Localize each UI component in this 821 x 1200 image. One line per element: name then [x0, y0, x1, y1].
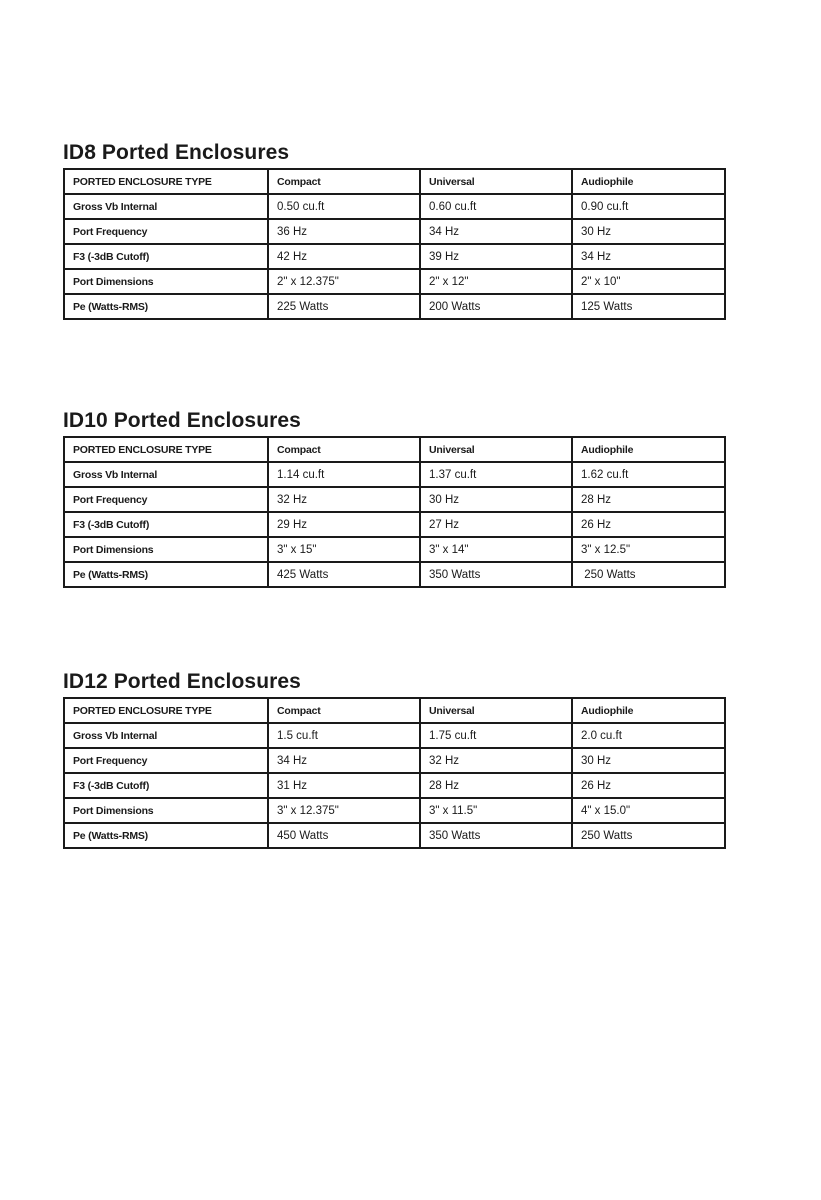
row-label: Port Dimensions: [64, 537, 268, 562]
row-label: Port Frequency: [64, 748, 268, 773]
table-row: [64, 823, 725, 848]
row-label: F3 (-3dB Cutoff): [64, 773, 268, 798]
table-cell: 450 Watts: [268, 823, 420, 848]
row-label: Port Dimensions: [64, 269, 268, 294]
id12-spec-table: [63, 697, 726, 849]
table-cell: 2" x 12.375": [268, 269, 420, 294]
table-row: [64, 487, 725, 512]
id10-section: [63, 409, 724, 588]
table-header-row: [64, 437, 725, 462]
row-label: Pe (Watts-RMS): [64, 294, 268, 319]
table-cell: 350 Watts: [420, 562, 572, 587]
table-cell: 39 Hz: [420, 244, 572, 269]
table-row: [64, 294, 725, 319]
table-cell: 3" x 12.5": [572, 537, 725, 562]
table-cell: 32 Hz: [420, 748, 572, 773]
header-cell: Compact: [268, 698, 420, 723]
table-cell: 125 Watts: [572, 294, 725, 319]
header-cell: Universal: [420, 437, 572, 462]
table-cell: 425 Watts: [268, 562, 420, 587]
table-cell: 32 Hz: [268, 487, 420, 512]
table-cell: 3" x 12.375": [268, 798, 420, 823]
table-cell: 3" x 14": [420, 537, 572, 562]
header-cell: PORTED ENCLOSURE TYPE: [64, 437, 268, 462]
table-row: [64, 773, 725, 798]
header-cell: Audiophile: [572, 169, 725, 194]
table-cell: 31 Hz: [268, 773, 420, 798]
table-cell: 34 Hz: [268, 748, 420, 773]
table-header-row: [64, 169, 725, 194]
section-title: ID8 Ported Enclosures: [63, 141, 290, 164]
header-cell: Audiophile: [572, 437, 725, 462]
table-cell: 28 Hz: [420, 773, 572, 798]
header-cell: Compact: [268, 437, 420, 462]
section-title: ID10 Ported Enclosures: [63, 409, 301, 432]
table-cell: 1.75 cu.ft: [420, 723, 572, 748]
table-cell: 200 Watts: [420, 294, 572, 319]
header-cell: Audiophile: [572, 698, 725, 723]
table-cell: 28 Hz: [572, 487, 725, 512]
header-cell: Compact: [268, 169, 420, 194]
row-label: Port Dimensions: [64, 798, 268, 823]
table-cell: 1.37 cu.ft: [420, 462, 572, 487]
table-cell: 1.14 cu.ft: [268, 462, 420, 487]
table-cell: 34 Hz: [420, 219, 572, 244]
table-cell: 2" x 10": [572, 269, 725, 294]
table-cell: 225 Watts: [268, 294, 420, 319]
table-row: [64, 219, 725, 244]
id10-spec-table: [63, 436, 726, 588]
table-row: [64, 194, 725, 219]
section-title: ID12 Ported Enclosures: [63, 670, 301, 693]
table-cell: 0.60 cu.ft: [420, 194, 572, 219]
table-cell: 30 Hz: [572, 219, 725, 244]
table-header-row: [64, 698, 725, 723]
header-cell: Universal: [420, 169, 572, 194]
table-cell: 350 Watts: [420, 823, 572, 848]
header-cell: PORTED ENCLOSURE TYPE: [64, 169, 268, 194]
table-row: [64, 537, 725, 562]
table-cell: 3" x 15": [268, 537, 420, 562]
table-cell: 4" x 15.0": [572, 798, 725, 823]
row-label: F3 (-3dB Cutoff): [64, 512, 268, 537]
table-cell: 3" x 11.5": [420, 798, 572, 823]
table-row: [64, 462, 725, 487]
table-cell: 0.90 cu.ft: [572, 194, 725, 219]
table-cell: 250 Watts: [572, 823, 725, 848]
row-label: Gross Vb Internal: [64, 462, 268, 487]
header-cell: Universal: [420, 698, 572, 723]
row-label: Gross Vb Internal: [64, 194, 268, 219]
row-label: Gross Vb Internal: [64, 723, 268, 748]
table-cell: 2" x 12": [420, 269, 572, 294]
table-cell: 30 Hz: [420, 487, 572, 512]
row-label: Port Frequency: [64, 487, 268, 512]
table-cell: 34 Hz: [572, 244, 725, 269]
table-row: [64, 244, 725, 269]
table-cell: 29 Hz: [268, 512, 420, 537]
table-row: [64, 269, 725, 294]
table-row: [64, 562, 725, 587]
table-row: [64, 798, 725, 823]
table-cell: 26 Hz: [572, 773, 725, 798]
id8-spec-table: [63, 168, 726, 320]
table-row: [64, 512, 725, 537]
id12-section: [63, 670, 724, 849]
table-cell: 27 Hz: [420, 512, 572, 537]
row-label: Port Frequency: [64, 219, 268, 244]
table-cell: 42 Hz: [268, 244, 420, 269]
id8-section: [63, 141, 724, 320]
header-cell: PORTED ENCLOSURE TYPE: [64, 698, 268, 723]
table-cell: 26 Hz: [572, 512, 725, 537]
table-row: [64, 723, 725, 748]
table-cell: 0.50 cu.ft: [268, 194, 420, 219]
table-cell: 30 Hz: [572, 748, 725, 773]
table-cell: 2.0 cu.ft: [572, 723, 725, 748]
table-cell: 1.5 cu.ft: [268, 723, 420, 748]
row-label: Pe (Watts-RMS): [64, 562, 268, 587]
row-label: F3 (-3dB Cutoff): [64, 244, 268, 269]
row-label: Pe (Watts-RMS): [64, 823, 268, 848]
table-cell: 1.62 cu.ft: [572, 462, 725, 487]
table-cell: 250 Watts: [572, 562, 725, 587]
table-row: [64, 748, 725, 773]
table-cell: 36 Hz: [268, 219, 420, 244]
